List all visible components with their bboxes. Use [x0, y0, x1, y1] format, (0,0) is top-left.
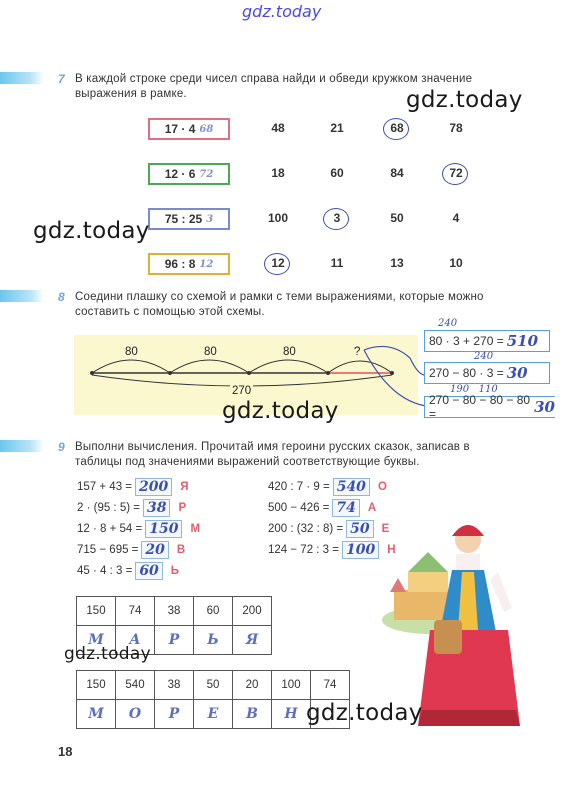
expression-text: 17 · 4	[164, 122, 196, 136]
calc-letter: А	[367, 502, 377, 514]
handwritten-answer: 510	[506, 332, 539, 350]
expression-text: 270 − 80 − 80 − 80 =	[429, 393, 531, 421]
table-value-cell: 150	[77, 671, 116, 700]
expression-frame[interactable]	[424, 362, 550, 384]
calc-answer-field[interactable]: 50	[346, 520, 373, 538]
watermark-top: gdz.today	[242, 2, 322, 21]
illustration-palace	[408, 572, 448, 592]
segment-label: 80	[283, 346, 296, 358]
segment-label: 80	[204, 346, 217, 358]
table-letter-cell[interactable]: Р	[155, 700, 194, 729]
calc-expression: 2 · (95 : 5) =	[77, 502, 140, 514]
table-value-cell: 200	[233, 597, 272, 626]
connector-lines	[360, 330, 430, 415]
task8-text-line2: составить с помощью этой схемы.	[75, 306, 265, 318]
task8-text-line1: Соедини плашку со схемой и рамки с теми выражениями, которые можно	[75, 291, 484, 303]
table-letter-cell[interactable]: Р	[155, 626, 194, 655]
option-number[interactable]: 10	[449, 256, 463, 270]
note: 240	[474, 351, 494, 362]
calc-answer-field[interactable]: 150	[145, 520, 182, 538]
calc-letter: Ь	[170, 565, 180, 577]
calc-letter: О	[377, 481, 387, 493]
table-value-cell: 540	[116, 671, 155, 700]
calc-letter: Я	[180, 481, 189, 493]
table-value-cell: 74	[311, 671, 350, 700]
option-number[interactable]: 48	[271, 121, 285, 135]
handwritten-answer: 3	[206, 213, 214, 225]
calc-answer-field[interactable]: 38	[143, 499, 170, 517]
task7-text-line1: В каждой строке среди чисел справа найди и обведи кружком значение	[75, 73, 473, 85]
table-letter-cell[interactable]: М	[77, 626, 116, 655]
calc-row	[268, 541, 396, 559]
expression-text: 75 : 25	[164, 212, 203, 226]
calc-row	[268, 520, 389, 538]
table-letter-cell[interactable]: Ь	[194, 626, 233, 655]
option-number[interactable]: 100	[267, 211, 289, 225]
handwritten-answer: 12	[199, 258, 214, 270]
option-number[interactable]: 4	[452, 211, 460, 225]
table-value-cell: 38	[155, 671, 194, 700]
expression-text: 12 · 6	[164, 167, 196, 181]
table-value-cell: 74	[116, 597, 155, 626]
option-number[interactable]: 72	[449, 166, 463, 180]
page-number: 18	[58, 744, 73, 759]
handwritten-answer: 30	[506, 364, 528, 382]
task8-text	[75, 290, 550, 320]
task7-band	[0, 72, 44, 84]
calc-answer-field[interactable]: 60	[135, 562, 162, 580]
task7-text-line2: выражения в рамке.	[75, 88, 187, 100]
calc-expression: 157 + 43 =	[77, 481, 132, 493]
expression-box	[148, 163, 230, 185]
option-number[interactable]: 68	[390, 121, 404, 135]
illustration-roof	[408, 552, 448, 572]
handwritten-answer: 68	[199, 123, 214, 135]
table-row	[77, 597, 272, 626]
table-value-cell: 50	[194, 671, 233, 700]
connector-line	[364, 346, 425, 375]
expression-text: 80 · 3 + 270 =	[429, 334, 504, 348]
answer-circle	[323, 208, 349, 230]
calc-answer-field[interactable]: 100	[342, 541, 379, 559]
calc-expression: 124 − 72 : 3 =	[268, 544, 339, 556]
task9-text	[75, 440, 550, 470]
table-letter-cell[interactable]: Н	[272, 700, 311, 729]
heroine-skirt-hem	[418, 710, 520, 726]
handwritten-answer: 30	[534, 398, 555, 416]
calc-answer-field[interactable]: 20	[141, 541, 168, 559]
calc-letter: В	[176, 544, 186, 556]
expression-box	[148, 208, 230, 230]
expression-text: 96 : 8	[164, 257, 196, 271]
table-letter-cell[interactable]: В	[233, 700, 272, 729]
answer-circle	[264, 253, 290, 275]
calc-row	[77, 499, 186, 517]
expression-box	[148, 253, 230, 275]
schema-arc	[249, 360, 328, 373]
heroine-bucket	[434, 620, 462, 654]
calc-row	[77, 541, 185, 559]
heroine-sleeve	[490, 572, 512, 612]
calc-expression: 200 : (32 : 8) =	[268, 523, 344, 535]
option-number[interactable]: 78	[449, 121, 463, 135]
option-number[interactable]: 60	[330, 166, 344, 180]
note: 190 110	[450, 384, 498, 395]
expression-frame[interactable]	[424, 393, 555, 421]
calc-expression: 715 − 695 =	[77, 544, 139, 556]
expression-text: 270 − 80 · 3 =	[429, 366, 504, 380]
table-row	[77, 671, 350, 700]
calc-letter: М	[190, 523, 201, 535]
task8-band	[0, 290, 44, 302]
task9-number: 9	[58, 440, 65, 454]
table-letter-cell[interactable]: Я	[233, 626, 272, 655]
option-number[interactable]: 50	[390, 211, 404, 225]
calc-row	[77, 478, 189, 496]
calc-expression: 500 − 426 =	[268, 502, 330, 514]
watermark: gdz.today	[406, 87, 523, 113]
table-value-cell: 20	[233, 671, 272, 700]
table-letter-cell[interactable]: О	[116, 700, 155, 729]
segment-label: 80	[125, 346, 138, 358]
schema-arc	[92, 360, 170, 373]
option-number[interactable]: 18	[271, 166, 285, 180]
handwritten-answer: 72	[199, 168, 214, 180]
option-number[interactable]: 3	[333, 211, 341, 225]
calc-expression: 45 · 4 : 3 =	[77, 565, 133, 577]
option-number[interactable]: 12	[271, 256, 285, 270]
task9-text-line2: таблицы под значениями выражений соответствующие буквы.	[75, 456, 420, 468]
table-letter-cell[interactable]: М	[77, 700, 116, 729]
connector-line	[364, 350, 426, 406]
option-number[interactable]: 84	[390, 166, 404, 180]
table-value-cell: 150	[77, 597, 116, 626]
calc-row	[77, 562, 179, 580]
table-letter-cell[interactable]: Е	[194, 700, 233, 729]
option-number[interactable]: 21	[330, 121, 344, 135]
task8-number: 8	[58, 290, 65, 304]
answer-circle	[442, 163, 468, 185]
table-letter-cell[interactable]: А	[116, 626, 155, 655]
task7-number: 7	[58, 72, 65, 86]
expression-box	[148, 118, 230, 140]
total-label: 270	[232, 385, 252, 397]
heroine-blouse	[456, 554, 480, 572]
calc-answer-field[interactable]: 540	[333, 478, 370, 496]
table-value-cell: 60	[194, 597, 233, 626]
calc-row	[268, 499, 376, 517]
calc-answer-field[interactable]: 200	[135, 478, 172, 496]
table-value-cell: 38	[155, 597, 194, 626]
answer-circle	[383, 118, 409, 140]
calc-letter: Р	[178, 502, 187, 514]
option-number[interactable]: 11	[330, 256, 344, 270]
illustration-roof	[390, 578, 406, 592]
watermark: gdz.today	[306, 700, 423, 726]
calc-row	[77, 520, 200, 538]
watermark: gdz.today	[222, 398, 339, 424]
calc-expression: 12 · 8 + 54 =	[77, 523, 143, 535]
segment-label-unknown: ?	[354, 346, 361, 358]
calc-answer-field[interactable]: 74	[332, 499, 359, 517]
note: 240	[438, 318, 458, 329]
table-value-cell: 100	[272, 671, 311, 700]
schema-arc	[170, 360, 249, 373]
calc-letter: Е	[381, 523, 390, 535]
calc-expression: 420 : 7 · 9 =	[268, 481, 330, 493]
calc-row	[268, 478, 387, 496]
task9-band	[0, 440, 44, 452]
watermark: gdz.today	[64, 644, 151, 664]
heroine-kokoshnik	[452, 525, 484, 536]
task9-text-line1: Выполни вычисления. Прочитай имя героини русских сказок, записав в	[75, 441, 470, 453]
watermark: gdz.today	[33, 218, 150, 244]
calc-letter: Н	[387, 544, 396, 556]
expression-frame[interactable]	[424, 330, 550, 352]
option-number[interactable]: 13	[390, 256, 404, 270]
